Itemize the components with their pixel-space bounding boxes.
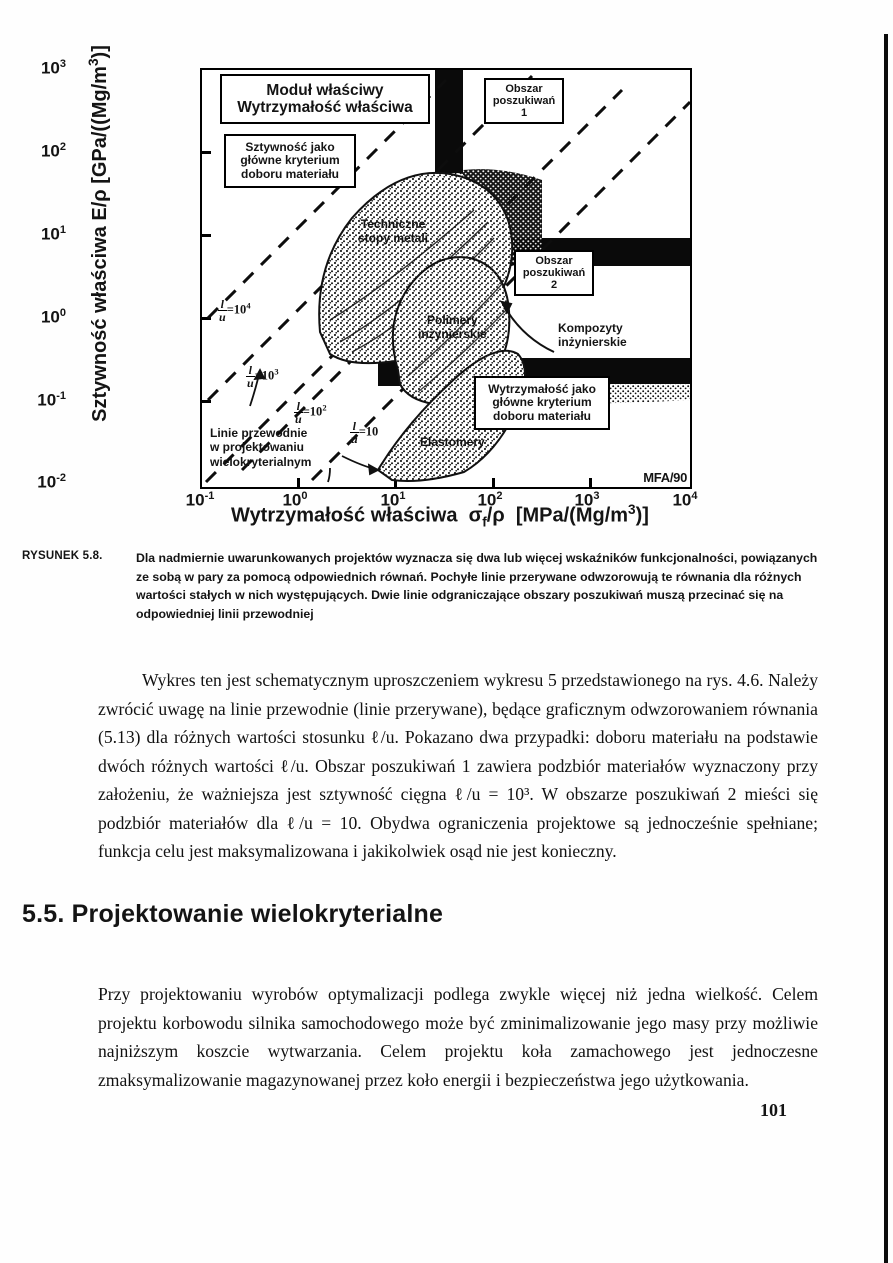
label-metals-line-1: Techniczne (360, 217, 426, 231)
guide-equals-1e2: =10 (302, 404, 323, 419)
x-tick-1e3: $10^3$ (574, 490, 600, 510)
chart-title-line-1: Moduł właściwy (266, 81, 384, 99)
y-tick-1e3: $10^3$ (40, 58, 66, 78)
chart-graphics (202, 70, 690, 487)
guide-exponent-1e2: 2 (322, 402, 327, 413)
y-tick-1em2: $10^{-2}$ (37, 472, 66, 492)
stiffness-criterion-line-1: Sztywność jako (245, 139, 335, 154)
guide-equals-1e1: =10 (358, 424, 379, 439)
fraction-l-over-u: $\frac{l}{u}$ (351, 419, 358, 447)
guide-annotation (210, 426, 311, 469)
x-axis-label: Wytrzymałość właściwa $\sigma_f/\rho$ $[MPa/(Mg/m^3)]$ (231, 502, 649, 530)
stiffness-criterion-line-3: doboru materiału (240, 166, 339, 181)
label-metals (358, 218, 428, 246)
figure-caption-text: Dla nadmiernie uwarunkowanych projektów wyznacza się dwa lub więcej wskaźników funkcjonalności, powiązanych ze sobą w pary za pomocą odpowiednich równań. Pochyłe linie przerywane odwzorowują te równania dla różnych wartości stałych w nich występujących. Dwie linie odgraniczające obszary poszukiwań muszą przecinać się na odpowiedniej linii przewodniej (136, 551, 818, 622)
fraction-l-over-u: $\frac{l}{u}$ (219, 297, 226, 325)
body-paragraph-2: Przy projektowaniu wyrobów optymalizacji podlega zwykle więcej niż jedna wielkość. Celem projektu korbowodu silnika samochodowego może być zminimalizowanie jego masy przy możliwie najniższym koszcie wytwarzania. Celem projektu koła zamachowego jest jednoczesne zmaksymalizowanie magazynowanej przez koło energii i bezpieczeństwa jego użytkowania. (98, 984, 818, 1090)
search-area-2-box (514, 250, 594, 296)
y-tick-1em1: $10^{-1}$ (37, 390, 66, 410)
label-elastomers (420, 436, 485, 450)
guide-equals-1e3: =10 (254, 368, 275, 383)
guide-label-1e1 (350, 420, 378, 445)
guide-exponent-1e3: 3 (274, 366, 279, 377)
search-area-2-number: 2 (550, 279, 558, 292)
y-tick-1e2: $10^2$ (40, 141, 66, 161)
fraction-l-over-u: $\frac{l}{u}$ (295, 399, 302, 427)
strength-criterion-line-3: doboru materiału (492, 408, 591, 423)
label-composites (558, 322, 627, 350)
y-tick-1e1: $10^1$ (40, 224, 66, 244)
fraction-l-over-u: $\frac{l}{u}$ (247, 363, 254, 391)
search-area-1-box (484, 78, 564, 124)
figure-number: RYSUNEK 5.8. (22, 550, 103, 562)
search-area-2-line-2: poszukiwań (522, 266, 586, 279)
guide-label-1e3 (246, 364, 279, 389)
search-area-2-line-1: Obszar (535, 254, 573, 267)
strength-criterion-line-1: Wytrzymałość jako (488, 381, 596, 396)
chart-credit: MFA/90 (643, 470, 687, 485)
label-composites-line-2: inżynierskie (558, 334, 627, 349)
chart-title-line-2: Wytrzymałość właściwa (237, 99, 413, 116)
guide-exponent-1e4: 4 (246, 300, 251, 311)
page-number: 101 (760, 1100, 787, 1120)
label-metals-line-2: stopy metali (358, 230, 429, 245)
guide-annotation-line-1: Linie przewodnie (210, 426, 308, 440)
stiffness-criterion-box (224, 134, 356, 188)
label-polymers-line-2: inżynierskie (418, 326, 487, 341)
body-paragraph-1: Wykres ten jest schematycznym uproszczeniem wykresu 5 przedstawionego na rys. 4.6. Należy zwrócić uwagę na linie przewodnie (linie przerywane), będące graficznym odwzorowaniem równania (5.13) dla różnych wartości stosunku ℓ/u. Pokazano dwa przypadki: doboru materiału na podstawie dwóch różnych wartości ℓ/u. Obszar poszukiwań 1 zawiera podzbiór materiałów wyznaczony przy założeniu, że ważniejsza jest sztywność cięgna ℓ/u = 10³. W obszarze poszukiwań 2 mieści się podzbiór materiałów dla ℓ/u = 10. Obydwa ograniczenia projektowe są jednocześnie spełniane; funkcja celu jest maksymalizowana i jakikolwiek osąd nie jest konieczny. (98, 670, 818, 861)
x-tick-1e4: $10^4$ (672, 490, 698, 510)
search-area-1-line-1: Obszar (505, 82, 543, 95)
y-axis-label: Sztywność właściwa E/ρ [$GPa/((Mg/m^3)]$ (86, 45, 111, 422)
section-heading: 5.5. Projektowanie wielokryterialne (22, 900, 444, 928)
label-polymers (418, 314, 487, 342)
figure-5-8 (0, 44, 760, 544)
guide-equals-1e4: =10 (226, 302, 247, 317)
label-elastomers-text: Elastomery (420, 435, 485, 449)
stiffness-criterion-line-2: główne kryterium (240, 153, 340, 168)
guide-annotation-line-2: w projektowaniu (210, 440, 305, 455)
chart-plot-area (200, 68, 692, 489)
strength-criterion-line-2: główne kryterium (492, 395, 592, 410)
label-composites-line-1: Kompozyty (558, 321, 623, 335)
search-area-1-number: 1 (520, 107, 528, 120)
figure-caption (22, 549, 832, 624)
x-tick-1e1: $10^1$ (380, 490, 406, 510)
x-tick-1e2: $10^2$ (477, 490, 503, 510)
search-area-1-line-2: poszukiwań (492, 94, 556, 107)
guide-annotation-line-3: wielokryterialnym (210, 454, 312, 469)
scan-edge-artifact (884, 34, 888, 1263)
guide-label-1e4 (218, 298, 251, 323)
strength-criterion-box (474, 376, 610, 430)
guide-label-1e2 (294, 400, 327, 425)
chart-title-box (220, 74, 430, 124)
y-tick-1e0: $10^0$ (40, 307, 66, 327)
x-tick-1em1: $10^{-1}$ (185, 490, 215, 510)
label-polymers-line-1: Polimery (427, 313, 478, 327)
x-tick-1e0: $10^0$ (282, 490, 308, 510)
